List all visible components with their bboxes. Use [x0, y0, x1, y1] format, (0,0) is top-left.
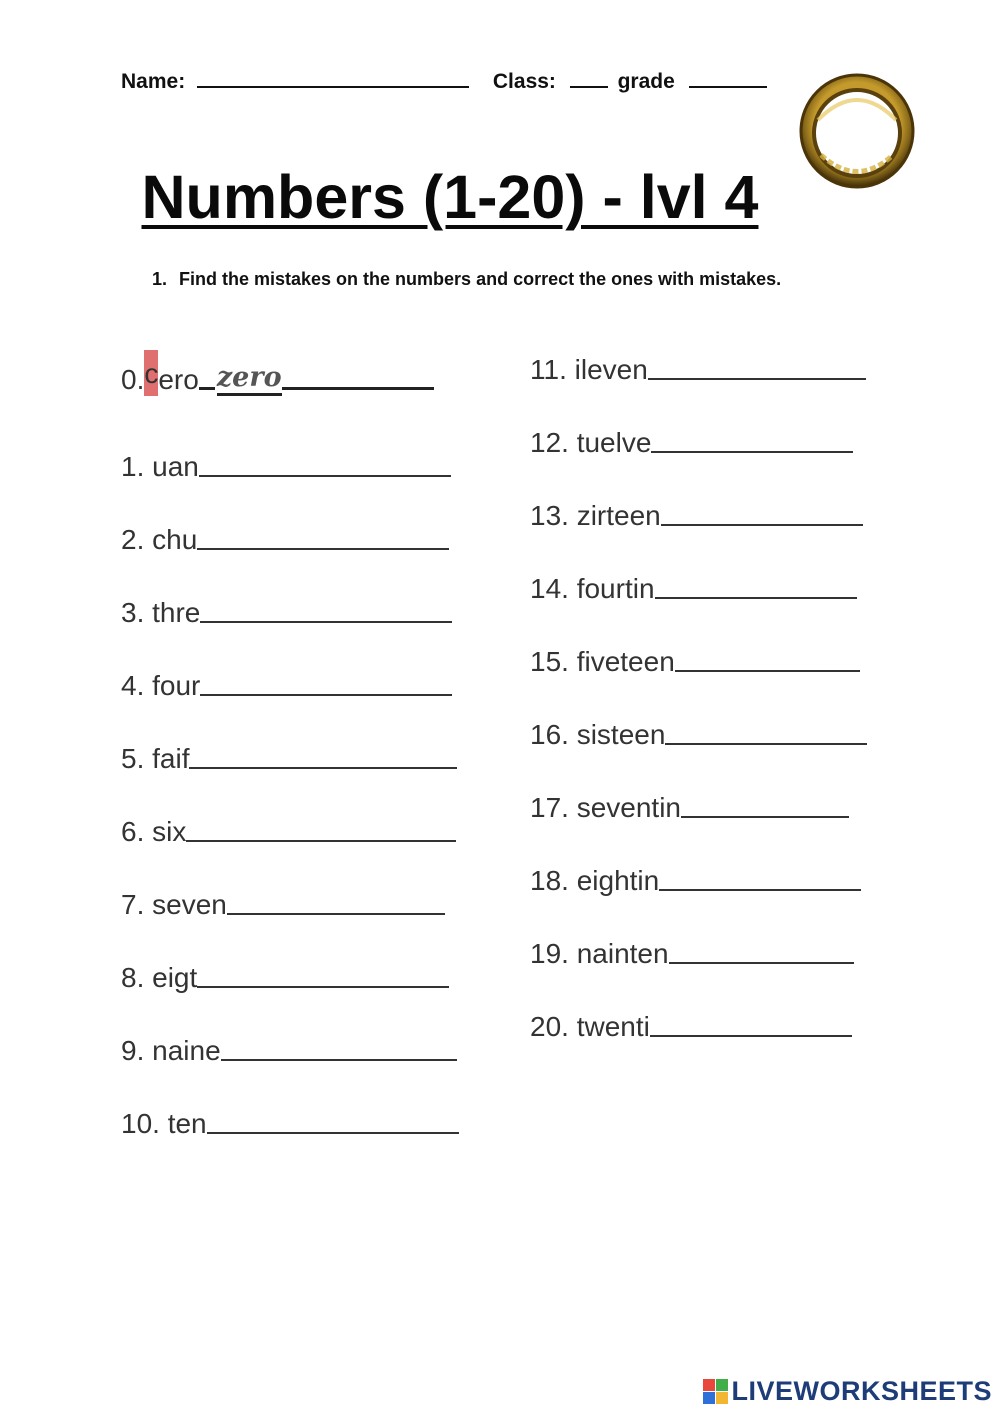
list-item — [530, 857, 861, 897]
list-item — [530, 565, 857, 605]
answer-field[interactable] — [199, 475, 451, 477]
item-word: 5. faif — [121, 743, 190, 774]
item-word: 2. chu — [121, 524, 198, 555]
answer-field[interactable] — [665, 743, 867, 745]
item-word: 9. naine — [121, 1035, 221, 1066]
list-item — [530, 492, 863, 532]
student-info-header — [121, 68, 767, 94]
item-word: 4. four — [121, 670, 201, 701]
item-word: 10. ten — [121, 1108, 207, 1139]
list-item — [121, 662, 452, 702]
name-field[interactable] — [197, 68, 469, 88]
example-word: ero — [158, 364, 199, 395]
class-field[interactable] — [570, 68, 608, 88]
answer-field[interactable] — [681, 816, 849, 818]
item-word: 16. sisteen — [530, 719, 666, 750]
item-word: 3. thre — [121, 597, 201, 628]
list-item — [121, 808, 456, 848]
list-item — [121, 516, 449, 556]
list-item — [121, 1027, 457, 1067]
answer-field[interactable] — [221, 1059, 457, 1061]
list-item — [121, 735, 457, 775]
list-item — [530, 930, 854, 970]
item-word: 20. twenti — [530, 1011, 650, 1042]
list-item — [121, 1100, 459, 1140]
answer-field[interactable] — [200, 621, 452, 623]
grade-label: grade — [617, 70, 675, 93]
answer-field[interactable] — [659, 889, 861, 891]
answer-field[interactable] — [227, 913, 445, 915]
answer-field[interactable] — [648, 378, 866, 380]
answer-field[interactable] — [186, 840, 456, 842]
item-word: 12. tuelve — [530, 427, 652, 458]
list-item — [530, 711, 867, 751]
grade-field[interactable] — [689, 68, 767, 88]
answer-field[interactable] — [651, 451, 853, 453]
answer-field[interactable] — [197, 548, 449, 550]
answer-field[interactable] — [655, 597, 857, 599]
answer-field[interactable] — [207, 1132, 459, 1134]
example-answer-line — [282, 387, 434, 390]
list-item — [530, 1003, 852, 1043]
instruction-number: 1. — [152, 269, 168, 289]
list-item — [121, 954, 449, 994]
example-answer: zero — [217, 362, 282, 396]
example-highlight: c — [144, 350, 158, 396]
item-word: 11. ileven — [530, 354, 648, 385]
answer-field[interactable] — [200, 694, 452, 696]
example-prefix: 0. — [121, 364, 145, 395]
answer-field[interactable] — [675, 670, 860, 672]
item-word: 17. seventin — [530, 792, 681, 823]
list-item — [530, 419, 853, 459]
item-word: 7. seven — [121, 889, 227, 920]
page-title: Numbers (1-20) - lvl 4 — [141, 163, 759, 231]
item-word: 13. zirteen — [530, 500, 661, 531]
list-item — [121, 881, 445, 921]
instruction — [152, 269, 781, 290]
answer-field[interactable] — [197, 986, 449, 988]
item-word: 8. eigt — [121, 962, 198, 993]
list-item — [530, 346, 866, 386]
answer-field[interactable] — [669, 962, 854, 964]
logo-icon — [703, 1379, 729, 1405]
list-item — [530, 638, 860, 678]
answer-field[interactable] — [661, 524, 863, 526]
list-item — [121, 589, 452, 629]
logo-text: LIVEWORKSHEETS — [731, 1376, 992, 1406]
name-label: Name: — [121, 70, 186, 93]
class-label: Class: — [492, 70, 556, 93]
list-item — [121, 443, 451, 483]
example-item — [121, 356, 434, 396]
item-word: 19. nainten — [530, 938, 669, 969]
item-word: 6. six — [121, 816, 187, 847]
item-word: 18. eightin — [530, 865, 660, 896]
item-word: 14. fourtin — [530, 573, 655, 604]
list-item — [530, 784, 849, 824]
liveworksheets-logo[interactable] — [703, 1376, 992, 1407]
item-word: 1. uan — [121, 451, 199, 482]
item-word: 15. fiveteen — [530, 646, 675, 677]
instruction-text: Find the mistakes on the numbers and correct the ones with mistakes. — [179, 269, 782, 289]
answer-field[interactable] — [650, 1035, 852, 1037]
answer-field[interactable] — [189, 767, 457, 769]
